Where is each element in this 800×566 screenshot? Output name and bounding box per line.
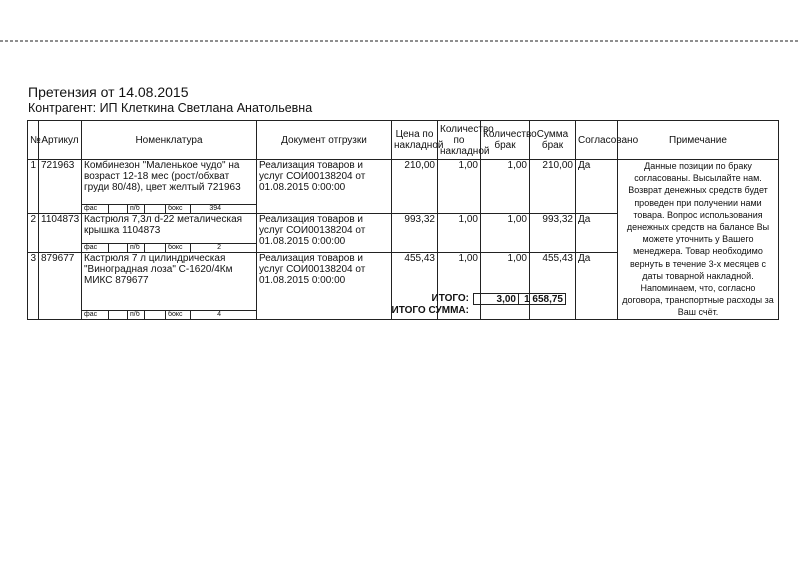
row-nomenclature: Комбинезон "Маленькое чудо" на возраст 12-18 мес (рост/обхват груди 80/48), цвет желтый 721963	[84, 160, 241, 193]
scan-artifact-line	[0, 40, 800, 42]
grand-total-label: ИТОГО СУММА:	[391, 305, 469, 316]
col-header-sum-defect: Сумма брак	[530, 121, 576, 160]
row-num: 1	[28, 160, 39, 214]
col-header-qty-defect: Количество брак	[481, 121, 530, 160]
col-header-agreed: Согласовано	[576, 121, 618, 160]
row-sum-defect: 455,43	[530, 252, 576, 319]
row-article: 721963	[39, 160, 82, 214]
col-header-qty-invoice: Количество по накладной	[438, 121, 481, 160]
row-num: 3	[28, 252, 39, 319]
row-qty-invoice: 1,00	[438, 214, 481, 252]
row-num: 2	[28, 214, 39, 252]
row-nomenclature: Кастрюля 7 л цилиндрическая "Виноградная лоза" С-1620/4Км МИКС 879677	[84, 252, 233, 286]
row-agreed: Да	[576, 214, 618, 252]
row-qty-invoice: 1,00	[438, 252, 481, 319]
row-sum-defect: 993,32	[530, 214, 576, 252]
row-qty-defect: 1,00	[481, 214, 530, 252]
totals-sum: 1 658,75	[519, 293, 566, 305]
totals-row	[400, 293, 566, 305]
row-sum-defect: 210,00	[530, 160, 576, 214]
row-article: 879677	[39, 252, 82, 319]
row-shipment-doc: Реализация товаров и услуг СОИ00138204 от 01.08.2015 0:00:00	[257, 160, 392, 214]
note-cell: Данные позиции по браку согласованы. Высылайте нам. Возврат денежных средств будет проведен при получении нами товара. Вопрос использования денежных средств на балансе Вы можете уточнить у Вашего менеджера. Товар необходимо вернуть в течение 3-х месяцев с даты товарной накладной. Напоминаем, что, согласно договора, транспортные расходы за Ваш счёт.	[618, 160, 779, 320]
row-packaging-grid: фас п/б бокс 394	[82, 204, 256, 213]
row-price: 210,00	[392, 160, 438, 214]
col-header-shipment-doc: Документ отгрузки	[257, 121, 392, 160]
row-price: 993,32	[392, 214, 438, 252]
row-packaging-grid: фас п/б бокс 2	[82, 243, 256, 252]
row-price: 455,43	[392, 252, 438, 319]
totals-label: ИТОГО:	[431, 293, 469, 304]
row-agreed: Да	[576, 252, 618, 319]
row-shipment-doc: Реализация товаров и услуг СОИ00138204 от 01.08.2015 0:00:00	[257, 252, 392, 319]
row-nomenclature-cell	[82, 252, 257, 319]
row-nomenclature: Кастрюля 7,3л d-22 металическая крышка 1104873	[84, 214, 243, 237]
counterparty-line: Контрагент: ИП Клеткина Светлана Анатольевна	[28, 101, 313, 115]
row-article: 1104873	[39, 214, 82, 252]
row-agreed: Да	[576, 160, 618, 214]
col-header-num: №	[28, 121, 39, 160]
row-nomenclature-cell	[82, 160, 257, 214]
row-qty-defect: 1,00	[481, 252, 530, 319]
row-qty-invoice: 1,00	[438, 160, 481, 214]
claim-table	[27, 120, 779, 320]
col-header-nomenclature: Номенклатура	[82, 121, 257, 160]
row-nomenclature-cell	[82, 214, 257, 252]
col-header-article: Артикул	[39, 121, 82, 160]
row-shipment-doc: Реализация товаров и услуг СОИ00138204 от 01.08.2015 0:00:00	[257, 214, 392, 252]
col-header-note: Примечание	[618, 121, 779, 160]
table-row	[28, 160, 779, 214]
document-title: Претензия от 14.08.2015	[28, 84, 189, 100]
row-qty-defect: 1,00	[481, 160, 530, 214]
row-packaging-grid: фас п/б бокс 4	[82, 310, 256, 319]
totals-qty: 3,00	[473, 293, 519, 305]
col-header-price: Цена по накладной	[392, 121, 438, 160]
table-header-row	[28, 121, 779, 160]
